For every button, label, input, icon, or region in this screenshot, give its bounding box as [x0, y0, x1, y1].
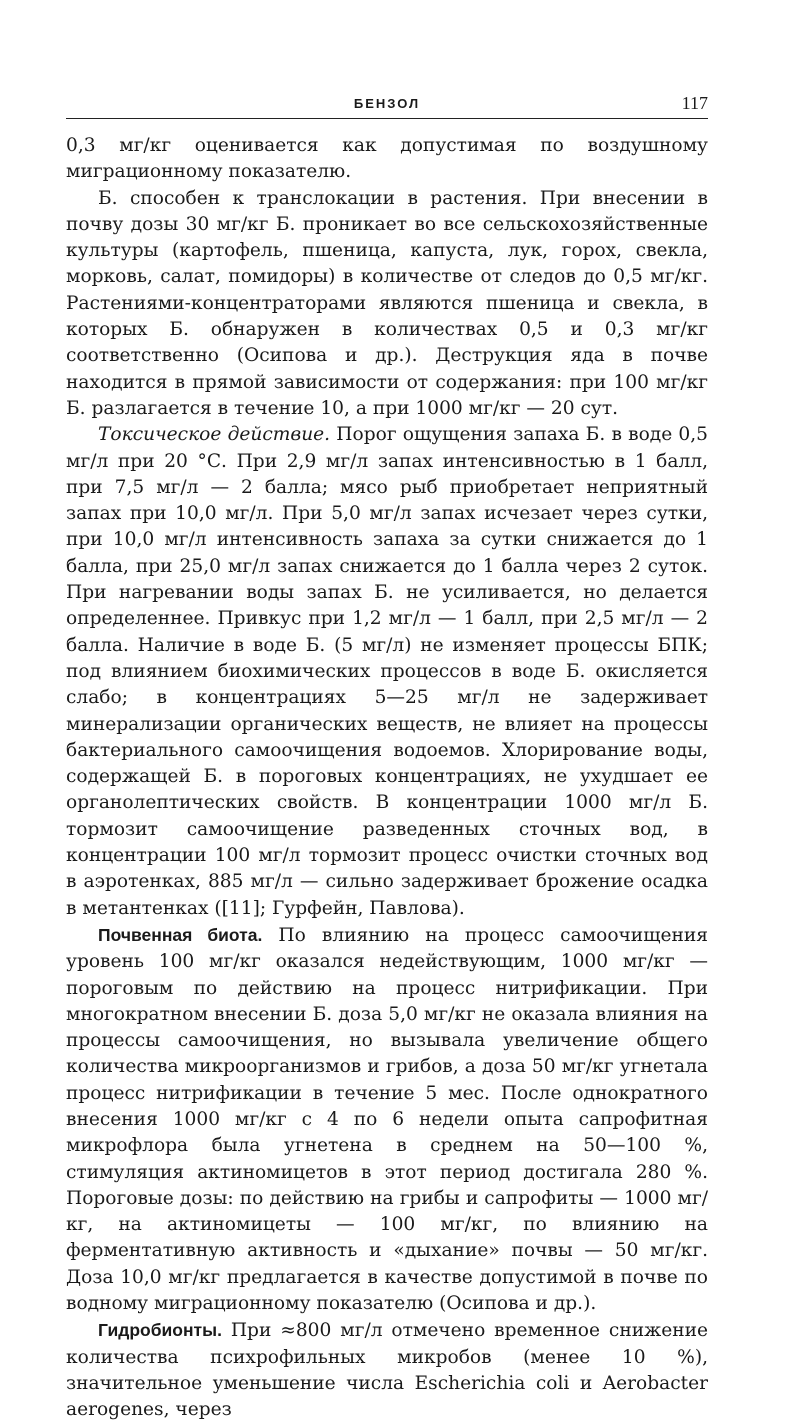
- section-lead-italic: Токсическое действие.: [98, 424, 331, 446]
- paragraph-text: При ≈800 мг/л отмечено временное снижение количества психрофильных микробов (менее 10 %), значительное уменьшение числа Escherichia coli и Aerobacter aerogenes, через: [66, 1320, 708, 1421]
- page-number: 117: [681, 93, 708, 113]
- section-lead-bold: Гидробионты.: [98, 1320, 222, 1341]
- paragraph-hydrobionts: [66, 1317, 708, 1423]
- body-text: [66, 133, 708, 1424]
- paragraph-text: По влиянию на процесс самоочищения уровень 100 мг/кг оказался недействующим, 1000 мг/кг — пороговым по действию на процесс нитрификации. При многократном внесении Б. доза 5,0 мг/кг не оказала влияния на процессы самоочищения, но вызывала увеличение общего количества микроорганизмов и грибов, а доза 50 мг/кг угнетала процесс нитрификации в течение 5 мес. После однократного внесения 1000 мг/кг с 4 по 6 недели опыта сапрофитная микрофлора была угнетена в среднем на 50—100 %, стимуляция актиномицетов в этот период достигала 280 %. Пороговые дозы: по действию на грибы и сапрофиты — 1000 мг/кг, на актиномицеты — 100 мг/кг, по влиянию на ферментативную активность и «дыхание» почвы — 50 мг/кг. Доза 10,0 мг/кг предлагается в качестве допустимой в почве по водному миграционному показателю (Осипова и др.).: [66, 924, 709, 1315]
- paragraph-soil-biota: [66, 922, 708, 1317]
- paragraph-text: 0,3 мг/кг оценивается как допустимая по воздушному миграционному показателю.: [66, 135, 708, 183]
- section-lead-bold: Почвенная биота.: [98, 924, 263, 945]
- paragraph-text: Б. способен к транслокации в растения. При внесении в почву дозы 30 мг/кг Б. проникает во все сельскохозяйственные культуры (картофель, пшеница, капуста, лук, горох, свекла, морковь, салат, помидоры) в количестве от следов до 0,5 мг/кг. Растениями-концентраторами являются пшеница и свекла, в которых Б. обнаружен в количествах 0,5 и 0,3 мг/кг соответственно (Осипова и др.). Деструкция яда в почве находится в прямой зависимости от содержания: при 100 мг/кг Б. разлагается в течение 10, а при 1000 мг/кг — 20 сут.: [66, 187, 708, 419]
- running-title: БЕНЗОЛ: [353, 96, 421, 111]
- paragraph-translocation: [66, 186, 708, 423]
- paragraph-continuation: [66, 133, 708, 186]
- paragraph-text: Порог ощущения запаха Б. в воде 0,5 мг/л при 20 °С. При 2,9 мг/л запах интенсивностью в 1 балл, при 7,5 мг/л — 2 балла; мясо рыб приобретает неприятный запах при 10,0 мг/л. При 5,0 мг/л запах исчезает через сутки, при 10,0 мг/л интенсивность запаха за сутки снижается до 1 балла, при 25,0 мг/л запах снижается до 1 балла через 2 суток. При нагревании воды запах Б. не усиливается, но делается определеннее. Привкус при 1,2 мг/л — 1 балл, при 2,5 мг/л — 2 балла. Наличие в воде Б. (5 мг/л) не изменяет процессы БПК; под влиянием биохимических процессов в воде Б. окисляется слабо; в концентрациях 5—25 мг/л не задерживает минерализации органических веществ, не влияет на процессы бактериального самоочищения водоемов. Хлорирование воды, содержащей Б. в пороговых концентрациях, не ухудшает ее органолептических свойств. В концентрации 1000 мг/л Б. тормозит самоочищение разведенных сточных вод, в концентрации 100 мг/л тормозит процесс очистки сточных вод в аэротенках, 885 мг/л — сильно задерживает брожение осадка в метантенках ([11]; Гурфейн, Павлова).: [66, 424, 708, 919]
- running-header: [66, 92, 708, 119]
- paragraph-toxic-effect: [66, 422, 708, 922]
- book-page: [66, 92, 708, 1424]
